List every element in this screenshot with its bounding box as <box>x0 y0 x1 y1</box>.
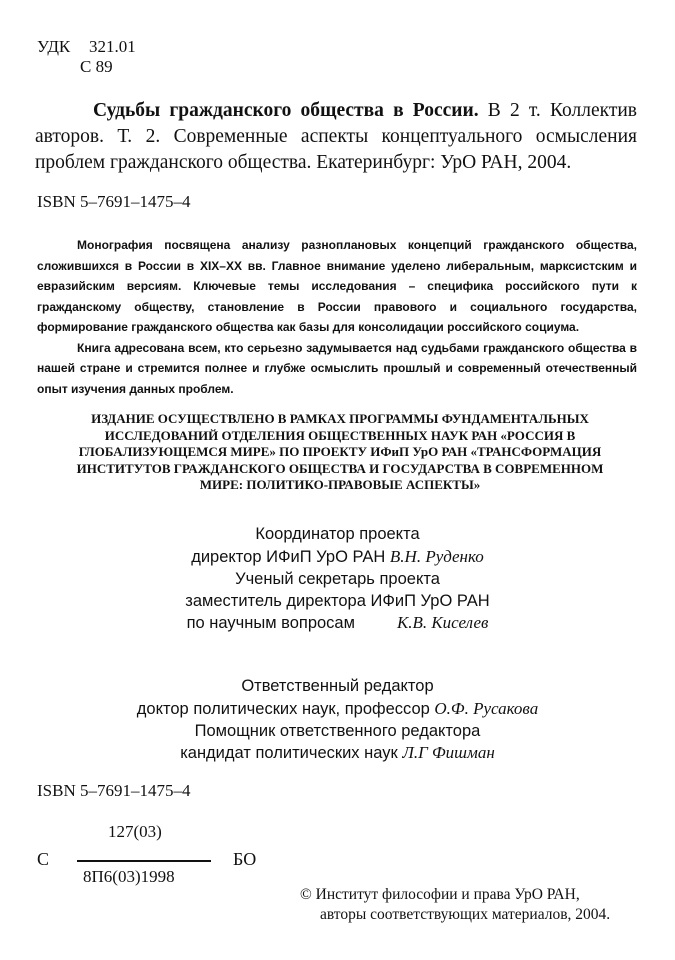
code-numerator: 127(03) <box>108 822 162 841</box>
copyright-line-2: авторы соответствующих материалов, 2004. <box>320 906 611 923</box>
coordinator-position: директор ИФиП УрО РАН <box>191 548 390 566</box>
secretary-position-detail: по научным вопросам <box>186 614 355 632</box>
udk-code: 321.01 <box>89 37 136 56</box>
coordinator-heading: Координатор проекта <box>255 525 420 543</box>
coordinator-name: В.Н. Руденко <box>389 547 484 566</box>
udk-line <box>37 37 136 57</box>
coordinator-line <box>0 546 675 568</box>
editor-name: О.Ф. Русакова <box>434 699 539 718</box>
secretary-position: заместитель директора ИФиП УрО РАН <box>185 592 490 610</box>
udk-label: УДК <box>37 37 71 56</box>
assistant-editor-line <box>0 742 675 764</box>
editor-heading: Ответственный редактор <box>241 677 434 695</box>
bibliographic-details: В 2 т. Коллектив авторов. Т. 2. Современные аспекты концептуального осмысления проблем гражданского общества. Екатеринбург: УрО РАН, 2004. <box>35 100 637 173</box>
program-note: ИЗДАНИЕ ОСУЩЕСТВЛЕНО В РАМКАХ ПРОГРАММЫ ФУНДАМЕНТАЛЬНЫХ ИССЛЕДОВАНИЙ ОТДЕЛЕНИЯ ОБЩЕСТВЕННЫХ НАУК РАН «РОССИЯ В ГЛОБАЛИЗУЮЩЕМСЯ МИРЕ» ПО ПРОЕКТУ ИФиП УрО РАН «ТРАНСФОРМАЦИЯ ИНСТИТУТОВ ГРАЖДАНСКОГО ОБЩЕСТВА И ГОСУДАРСТВА В СОВРЕМЕННОМ МИРЕ: ПОЛИТИКО-ПРАВОВЫЕ АСПЕКТЫ» <box>76 411 604 492</box>
annotation <box>37 235 637 399</box>
assistant-editor-position: кандидат политических наук <box>180 744 403 762</box>
code-left: С <box>37 849 50 869</box>
copyright <box>300 885 650 925</box>
isbn-top: ISBN 5–7691–1475–4 <box>37 192 191 211</box>
editor-line <box>0 698 675 720</box>
assistant-editor-name: Л.Г Фишман <box>402 743 495 762</box>
copyright-line-1: © Институт философии и права УрО РАН, <box>300 886 580 903</box>
author-index: С 89 <box>80 57 113 76</box>
book-title: Судьбы гражданского общества в России. <box>93 100 479 121</box>
code-fraction-line <box>77 860 211 862</box>
secretary-name: К.В. Киселев <box>396 613 489 632</box>
editor-position: доктор политических наук, профессор <box>136 700 435 718</box>
isbn-bottom: ISBN 5–7691–1475–4 <box>37 781 191 800</box>
code-denominator: 8П6(03)1998 <box>83 867 175 886</box>
secretary-line <box>0 612 675 634</box>
annotation-paragraph-1: Монография посвящена анализу разноплановых концепций гражданского общества, сложившихся в России в XIX–XX вв. Главное внимание уделено либеральным, марксистским и евразийским версиям. Ключевые темы исследования – специфика российского пути к гражданскому обществу, становление в России правового и социального государства, формирование гражданского общества как базы для консолидации российского социума. <box>37 238 637 334</box>
code-right: БО <box>233 849 257 869</box>
annotation-paragraph-2: Книга адресована всем, кто серьезно задумывается над судьбами гражданского общества в нашей стране и стремится полнее и глубже осмыслить прошлый и современный отечественный опыт изучения данных проблем. <box>37 340 637 396</box>
bibliographic-title <box>35 98 637 176</box>
assistant-editor-heading: Помощник ответственного редактора <box>194 722 481 740</box>
secretary-heading: Ученый секретарь проекта <box>235 570 440 588</box>
